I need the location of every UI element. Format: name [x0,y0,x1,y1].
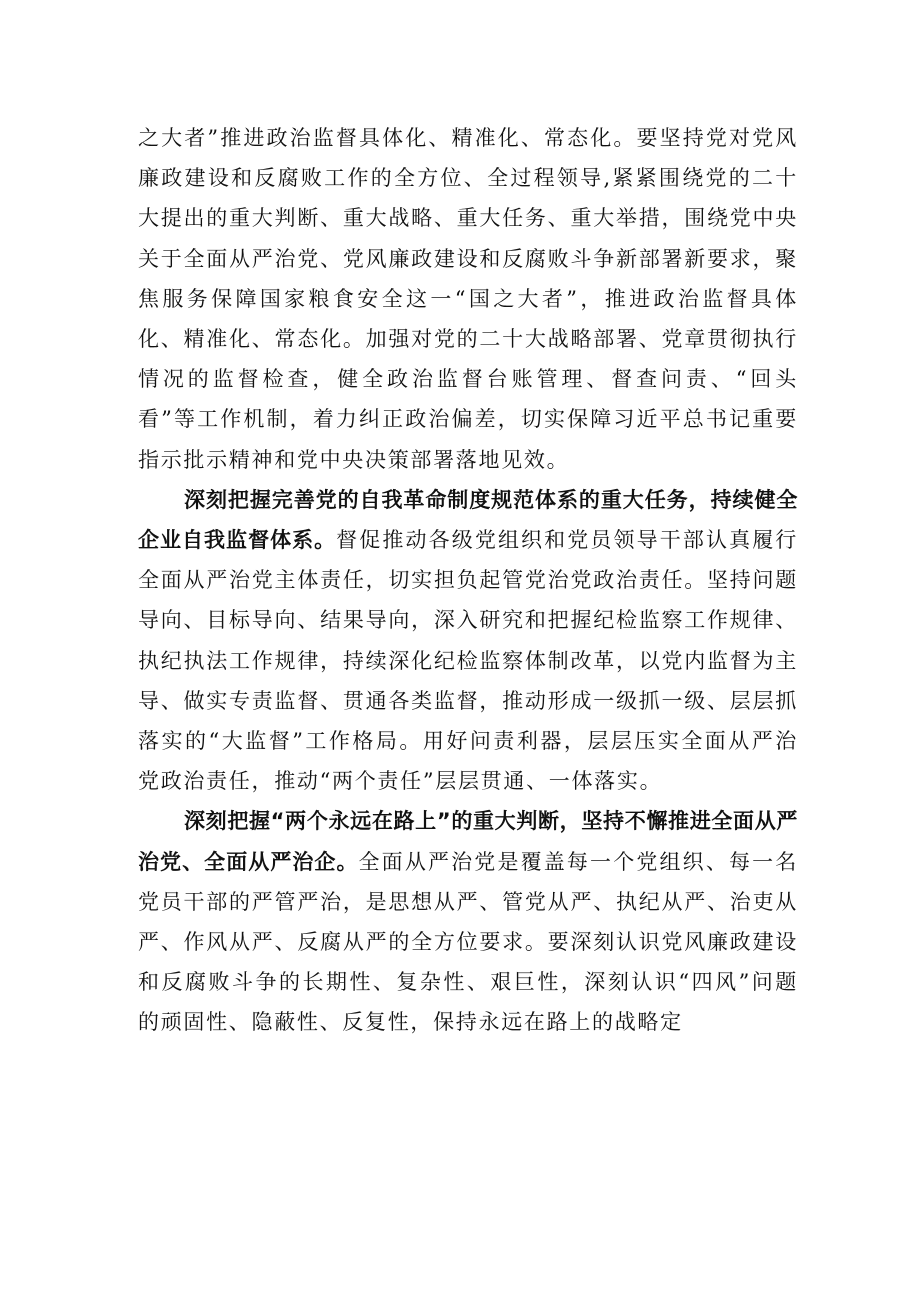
paragraph-text: 全面从严治党是覆盖每一个党组织、每一名党员干部的严管严治，是思想从严、管党从严、执纪从严、治吏从严、作风从严、反腐从严的全方位要求。要深刻认识党风廉政建设和反腐败斗争的长期性、复杂性、艰巨性，深刻认识“四风”问题的顽固性、隐蔽性、反复性，保持永远在路上的战略定 [138,849,798,1035]
paragraph-continued [138,118,798,480]
paragraph-text: 督促推动各级党组织和党员领导干部认真履行全面从严治党主体责任，切实担负起管党治党政治责任。坚持问题导向、目标导向、结果导向，深入研究和把握纪检监察工作规律、执纪执法工作规律，持续深化纪检监察体制改革，以党内监督为主导、做实专责监督、贯通各类监督，推动形成一级抓一级、层层抓落实的“大监督”工作格局。用好问责利器，层层压实全面从严治党政治责任，推动“两个责任”层层贯通、一体落实。 [138,528,799,794]
paragraph-lead: 深刻把握“两个永远在路上”的重大判断，坚持不懈推进全面从严治党、全面从严治企。 [138,809,798,874]
document-page [138,118,798,1043]
paragraph-supervision-system [138,480,798,802]
paragraph-lead: 深刻把握完善党的自我革命制度规范体系的重大任务，持续健全企业自我监督体系。 [138,487,798,553]
paragraph-two-forever [138,801,798,1042]
paragraph-text: 之大者”推进政治监督具体化、精准化、常态化。要坚持党对党风廉政建设和反腐败工作的全方位、全过程领导,紧紧围绕党的二十大提出的重大判断、重大战略、重大任务、重大举措，围绕党中央关于全面从严治党、党风廉政建设和反腐败斗争新部署新要求，聚焦服务保障国家粮食安全这一“国之大者”，推进政治监督具体化、精准化、常态化。加强对党的二十大战略部署、党章贯彻执行情况的监督检查，健全政治监督台账管理、督查问责、“回头看”等工作机制，着力纠正政治偏差，切实保障习近平总书记重要指示批示精神和党中央决策部署落地见效。 [138,126,798,472]
